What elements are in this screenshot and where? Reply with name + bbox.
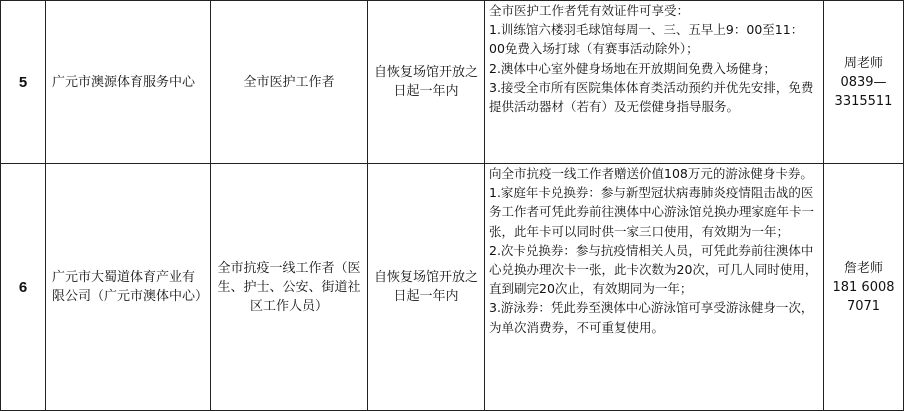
row-number: 6 [1,164,46,411]
contact-name: 詹老师 [843,260,883,276]
organization-name: 广元市大蜀道体育产业有限公司（广元市澳体中心） [52,270,209,304]
contact-cell [824,164,904,411]
table-row [1,164,904,411]
detail-line: 3.游泳券：凭此券至澳体中心游泳馆可享受游泳健身一次，为单次消费券，不可重复使用。 [489,300,814,335]
contact-name: 周老师 [843,55,883,71]
detail-line: 3.接受全市所有医院集体体育类活动预约并优先安排，免费提供活动器材（若有）及无偿健身指导服务。 [489,79,814,115]
detail-line: 全市医护工作者凭有效证件可享受： [489,3,690,18]
contact-phone: 0839—3315511 [834,74,893,109]
validity-period-cell: 自恢复场馆开放之日起一年内 [368,164,485,411]
detail-line: 2.澳体中心室外健身场地在开放期间免费入场健身； [489,60,776,76]
benefit-details-cell [485,164,824,411]
contact-cell [824,1,904,164]
row-number: 5 [1,1,46,164]
detail-line: 1.训练馆六楼羽毛球馆每周一、三、五早上9：00至11：00免费入场打球（有赛事活动除外）； [489,22,804,57]
validity-period-cell: 自恢复场馆开放之日起一年内 [368,1,485,164]
target-group-cell: 全市医护工作者 [211,1,368,164]
organization-name: 广元市澳源体育服务中心 [52,74,196,90]
table-row [1,1,904,164]
target-group-cell: 全市抗疫一线工作者（医生、护士、公安、街道社区工作人员） [211,164,368,411]
detail-line: 向全市抗疫一线工作者赠送价值108万元的游泳健身卡券。 [489,166,813,181]
organization-cell [46,164,211,411]
detail-line: 2.次卡兑换券：参与抗疫情相关人员，可凭此券前往澳体中心兑换办理次卡一张，此卡次数为20次，可几人同时使用，直到刷完20次止，有效期同为一年； [489,242,818,297]
contact-phone: 181 6008 7071 [832,279,895,314]
detail-line: 1.家庭年卡兑换券：参与新型冠状病毒肺炎疫情阻击战的医务工作者可凭此券前往澳体中心游泳馆兑换办理家庭年卡一张，此年卡可以同时供一家三口使用，有效期为一年； [489,185,815,239]
benefit-details-cell [485,1,824,164]
organization-cell [46,1,211,164]
